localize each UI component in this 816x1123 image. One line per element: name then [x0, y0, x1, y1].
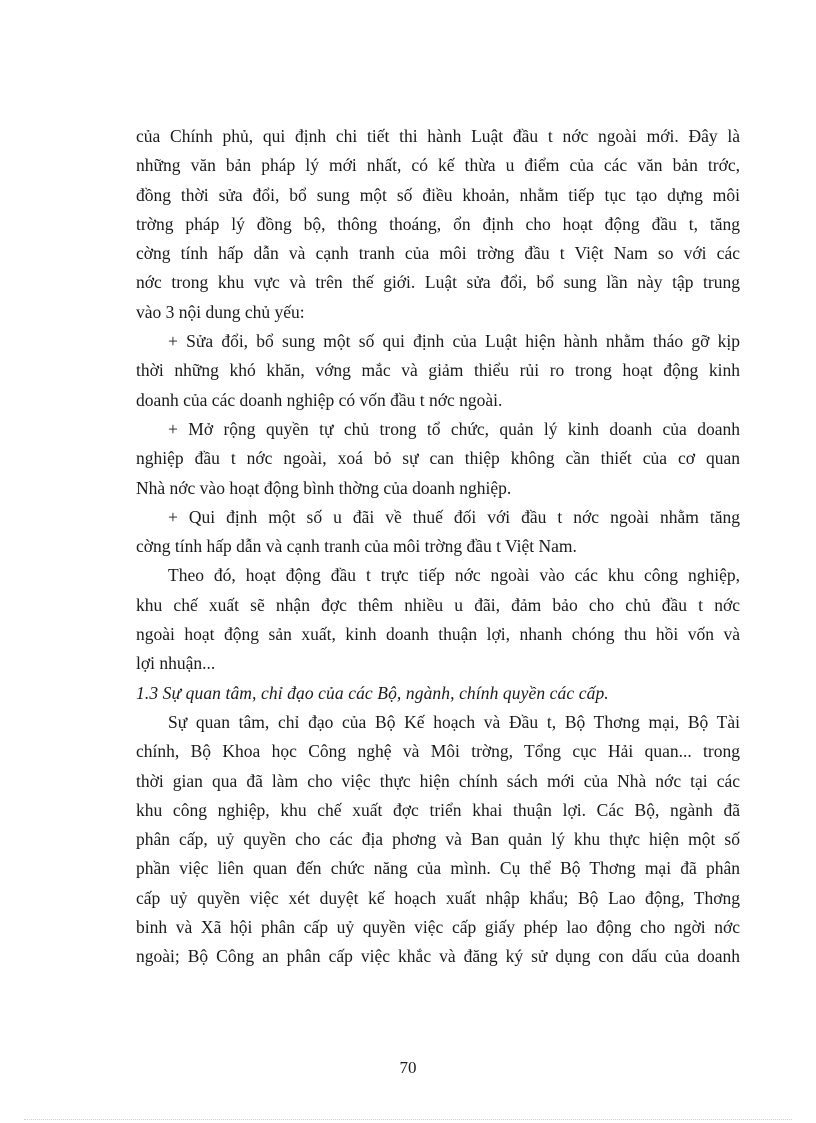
paragraph-line: Nhà nớc vào hoạt động bình thờng của doanh nghiệp.	[136, 477, 512, 498]
paragraph-line: phân cấp, uỷ quyền cho các địa phơng và Ban quản lý khu thực hiện một số	[136, 829, 740, 850]
paragraph-line: những văn bản pháp lý mới nhất, có kế thừa u điểm của các văn bản trớc,	[136, 155, 740, 176]
paragraph-line: vào 3 nội dung chủ yếu:	[136, 301, 305, 322]
paragraph-line: ngoài hoạt động sản xuất, kinh doanh thuận lợi, nhanh chóng thu hồi vốn và	[136, 624, 740, 645]
paragraph-line: trờng pháp lý đồng bộ, thông thoáng, ổn định cho hoạt động đầu t, tăng	[136, 213, 740, 234]
bullet-line: + Qui định một số u đãi về thuế đối với đầu t nớc ngoài nhằm tăng	[168, 506, 740, 527]
paragraph-line: nớc trong khu vực và trên thế giới. Luật sửa đổi, bổ sung lần này tập trung	[136, 272, 740, 293]
paragraph-line: phần việc liên quan đến chức năng của mình. Cụ thể Bộ Thơng mại đã phân	[136, 858, 740, 879]
section-heading: 1.3 Sự quan tâm, chỉ đạo của các Bộ, ngành, chính quyền các cấp.	[136, 682, 609, 703]
page-number: 70	[399, 1058, 417, 1077]
paragraph-line: thời những khó khăn, vớng mắc và giảm thiểu rủi ro trong hoạt động kinh	[136, 360, 740, 381]
paragraph-line: Theo đó, hoạt động đầu t trực tiếp nớc ngoài vào các khu công nghiệp,	[168, 565, 740, 586]
paragraph-line: ngoài; Bộ Công an phân cấp việc khắc và đăng ký sử dụng con dấu của doanh	[136, 946, 740, 967]
bullet-line: + Sửa đổi, bổ sung một số qui định của Luật hiện hành nhằm tháo gỡ kịp	[168, 331, 740, 352]
paragraph-line: lợi nhuận...	[136, 653, 216, 674]
paragraph-line: cờng tính hấp dẫn và cạnh tranh của môi trờng đầu t Việt Nam so với các	[136, 243, 740, 264]
paragraph-line: cờng tính hấp dẫn và cạnh tranh của môi trờng đầu t Việt Nam.	[136, 536, 577, 557]
page-content	[136, 122, 740, 972]
paragraph-line: nghiệp đầu t nớc ngoài, xoá bỏ sự can thiệp không cần thiết của cơ quan	[136, 448, 740, 469]
paragraph-line: doanh của các doanh nghiệp có vốn đầu t nớc ngoài.	[136, 389, 503, 410]
paragraph-line: Sự quan tâm, chỉ đạo của Bộ Kế hoạch và Đầu t, Bộ Thơng mại, Bộ Tài	[168, 711, 740, 732]
paragraph-line: binh và Xã hội phân cấp uỷ quyền việc cấp giấy phép lao động cho ngời nớc	[136, 917, 740, 938]
paragraph-line: của Chính phủ, qui định chi tiết thi hành Luật đầu t nớc ngoài mới. Đây là	[136, 126, 740, 146]
paragraph-line: đồng thời sửa đổi, bổ sung một số điều khoản, nhằm tiếp tục tạo dựng môi	[136, 184, 740, 205]
paragraph-line: khu công nghiệp, khu chế xuất đợc triển khai thuận lợi. Các Bộ, ngành đã	[136, 799, 740, 820]
paragraph-line: cấp uỷ quyền việc xét duyệt kế hoạch xuất nhập khẩu; Bộ Lao động, Thơng	[136, 887, 740, 908]
bullet-line: + Mở rộng quyền tự chủ trong tổ chức, quản lý kinh doanh của doanh	[168, 418, 740, 439]
paragraph-line: khu chế xuất sẽ nhận đợc thêm nhiều u đãi, đảm bảo cho chủ đầu t nớc	[136, 594, 740, 615]
paragraph-line: thời gian qua đã làm cho việc thực hiện chính sách mới của Nhà nớc tại các	[136, 770, 740, 791]
page-bottom-divider	[24, 1119, 792, 1120]
paragraph-line: chính, Bộ Khoa học Công nghệ và Môi trờng, Tổng cục Hải quan... trong	[136, 741, 740, 762]
